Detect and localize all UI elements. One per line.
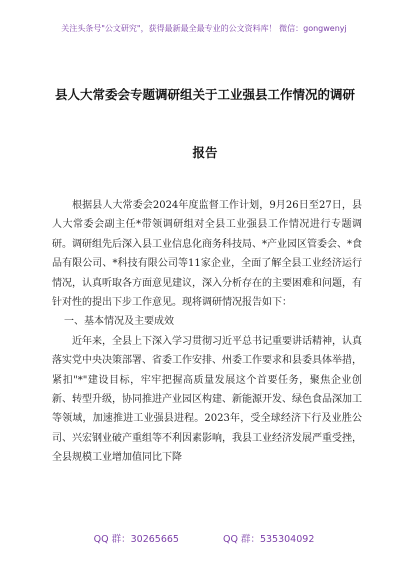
qq-group-2: QQ 群：535304092 — [222, 534, 315, 545]
footer-qq-groups — [0, 534, 408, 546]
body-paragraph: 根据县人大常委会2024年度监督工作计划，9月26日至27日，县人大常委会副主任*带领调研组对全县工业强县工作情况进行专题调研。调研组先后深入县工业信息化商务科技局、*产业园区管委会、*食品有限公司、*科技有限公司等11家企业，全面了解全县工业经济运行情况，认真听取各方面意见建议，深入分析存在的主要困难和问题，有针对性的提出下步工作意见。现将调研情况报告如下： — [52, 200, 362, 309]
body-paragraph: 近年来，全县上下深入学习贯彻习近平总书记重要讲话精神，认真落实党中央决策部署、省委工作安排、州委工作要求和县委具体举措，紧扣"*"建设目标，牢牢把握高质量发展这个首要任务，聚焦企业创新、转型升级，协同推进产业园区构建、新能源开发、绿色食品深加工等领域，加速推进工业强县进程。2023年，受全球经济下行及业胜公司、兴宏钢业破产重组等不利因素影响，我县工业经济发展严重受挫，全县规模工业增加值同比下降 — [52, 335, 362, 464]
document-title: 县人大常委会专题调研组关于工业强县工作情况的调研报告 — [54, 87, 355, 160]
qq-group-1: QQ 群：30265665 — [93, 534, 179, 545]
header-banner: 关注头条号"公文研究"，获得最新最全最专业的公文资料库！ 微信：gongwenyj — [61, 24, 347, 33]
document-body — [52, 196, 362, 468]
section-heading: 一、基本情况及主要成效 — [64, 316, 174, 328]
